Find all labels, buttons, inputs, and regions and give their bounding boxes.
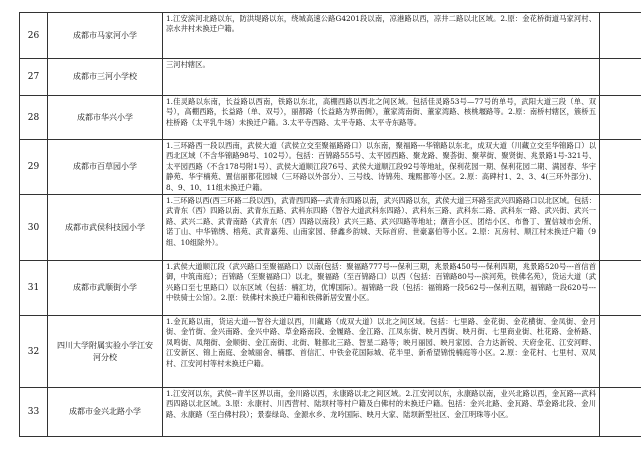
district-description: 1.佳灵路以东南，长益路以西南，铁路以东北，高棚西路以西北之间区域。包括佳灵路53号—77号的单号，武阳大道三段（单、双号），高棚西路，长益路（单、双号），丽都路（长益路为界南侧），董家湾南街、董家湾路、核桃堰路等。2.原：南桥村辖区，簇桥五柱桥路（太平乳牛场）未换迁户籍。3.太平寺西路、太平寺路、太平寺东路等。 bbox=[163, 96, 600, 140]
district-description: 1.金瓦路以南，货运大道---智谷大道以西，川藏路（成双大道）以北之间区域。包括：七里路、金花街、金花横街、金凤街、金月街、金竹街、金兴南路、金兴中路、草金路南段、金履路、金江路、江凤东街、映月西街、映月街、七里商业街、杜花路、金桥路、凤鸣街、凤翔街、金顺街、金江南街、北街、鞋都北三路、智星二路等；映月丽园、映月家园、合力达新锐、天府金花、江安河畔、江安新区、锦上南庭、金城丽舍、楠郡、首信汇、中铁金花国际城、花半里、新希望锦悦楠庭等小区。2.原：金花村、七里村、双凤村、江安河村等村未换迁户籍。 bbox=[163, 316, 600, 388]
school-district-table bbox=[19, 12, 641, 437]
school-name: 成都市百草园小学 bbox=[48, 140, 163, 195]
table-row bbox=[20, 140, 641, 195]
remarks-cell bbox=[600, 59, 641, 96]
district-description: 1.江安河以东，武侯--青羊区界以南，金川路以西，永康路以北之间区域。2.江安河以东，永康路以南，业兴北路以西，金瓦路---武科西四路以北区域。3.原：永康村、川西营村、陆坝村等村户籍及白佛村的未换迁户籍。包括：金兴北路、金瓦路、草金路北段、金川路、永康路（至白佛村段）；景泰绿岛、金源水乡、龙吟国际、映月大家、陆坝新型社区、金江明珠等小区。 bbox=[163, 388, 600, 437]
row-number: 26 bbox=[20, 13, 48, 59]
row-number: 28 bbox=[20, 96, 48, 140]
district-description: 1.三环路西一段以西南，武侯大道（武侯立交至聚福路路口）以东南，聚福路---华锦路以东北，成双大道（川藏立交至华锦路口）以西北区域（不含华锦路98号、102号）。包括：百锦路555号、太平园西路、聚龙路、聚荟街、聚萃街、聚贤街、兆景路1号-321号、太平园西路（不含178号附1号）、武侯大道顺江段76号、武侯大道顺江段92号等地址，保利花园一期、保利花园二期、满园春、华宇静苑、华宇楠苑、置信丽都花园城（三环路以外部分）、三号线、诗锦苑、瑰熙都等小区。2.原：高碑村1、2、3、4(三环外部分)、8、9、10、11组未换迁户籍。 bbox=[163, 140, 600, 195]
table-row bbox=[20, 316, 641, 388]
school-name: 成都市华兴小学 bbox=[48, 96, 163, 140]
table-row bbox=[20, 13, 641, 59]
table-row bbox=[20, 96, 641, 140]
row-number: 29 bbox=[20, 140, 48, 195]
remarks-cell bbox=[600, 316, 641, 388]
row-number: 31 bbox=[20, 261, 48, 316]
district-description: 1.武侯大道顺江段（武兴路口至聚福路口）以南(包括：聚福路777号---保利三期，兆景路450号---保利四期，兆景路520号---首信首御，中筑南庭）；百锦路（至聚福路口）以北，聚福路（至百锦路口）以西（包括：百锦路80号---滨河苑，铁佛名苑），货运大道（武兴路口至七里路口）以东区域（包括：楠汇坊，优博国际）。福锦路一段（包括：福锦路一段562号---保利五期，福锦路一段620号---中铁骑士公馆）。2.原：铁佛村未换迁户籍和铁佛新居安置小区。 bbox=[163, 261, 600, 316]
district-description: 1.三环路以西(西三环路二段以西)，武青西四路---武青东四路以南，武兴四路以东，武侯大道三环路至武兴四路路口以北区域。包括：武青东（西）四路以南、武青东五路、武科东四路（智谷大道武科东四路）、武科东三路、武科东二路、武科东一路、武兴街、武兴一路、武兴二路、武青南路（武青东（西）四路以南段）武兴三路、武兴四路等地址；潮音小区、团结小区、布鲁丁、置信城市会所、诺丁山、中华锦绣、榕苑、武青嘉苑、山南家园、驿鑫乡韵城、天际首府、世豪嘉伯等小区。2.原：瓦房村、顺江村未换迁户籍（9组、10组除外）。 bbox=[163, 195, 600, 261]
remarks-cell bbox=[600, 195, 641, 261]
row-number: 30 bbox=[20, 195, 48, 261]
school-name: 成都市武侯科技园小学 bbox=[48, 195, 163, 261]
row-number: 27 bbox=[20, 59, 48, 96]
table-row bbox=[20, 388, 641, 437]
school-name: 四川大学附属实验小学江安河分校 bbox=[48, 316, 163, 388]
school-name: 成都市马家河小学 bbox=[48, 13, 163, 59]
table-row bbox=[20, 59, 641, 96]
district-description: 三河村辖区。 bbox=[163, 59, 600, 96]
row-number: 33 bbox=[20, 388, 48, 437]
remarks-cell bbox=[600, 388, 641, 437]
remarks-cell bbox=[600, 140, 641, 195]
school-name: 成都市三河小学校 bbox=[48, 59, 163, 96]
school-name: 成都市武顺街小学 bbox=[48, 261, 163, 316]
remarks-cell bbox=[600, 96, 641, 140]
remarks-cell bbox=[600, 261, 641, 316]
table-row bbox=[20, 195, 641, 261]
district-description: 1.江安滨河北路以东，防洪堤路以东，绕城高速公路G4201段以南，凉港路以西，凉井二路以北区域。2.原：金花桥街道马家河村、凉水井村未换迁户籍。 bbox=[163, 13, 600, 59]
school-name: 成都市金兴北路小学 bbox=[48, 388, 163, 437]
row-number: 32 bbox=[20, 316, 48, 388]
table-row bbox=[20, 261, 641, 316]
remarks-cell bbox=[600, 13, 641, 59]
